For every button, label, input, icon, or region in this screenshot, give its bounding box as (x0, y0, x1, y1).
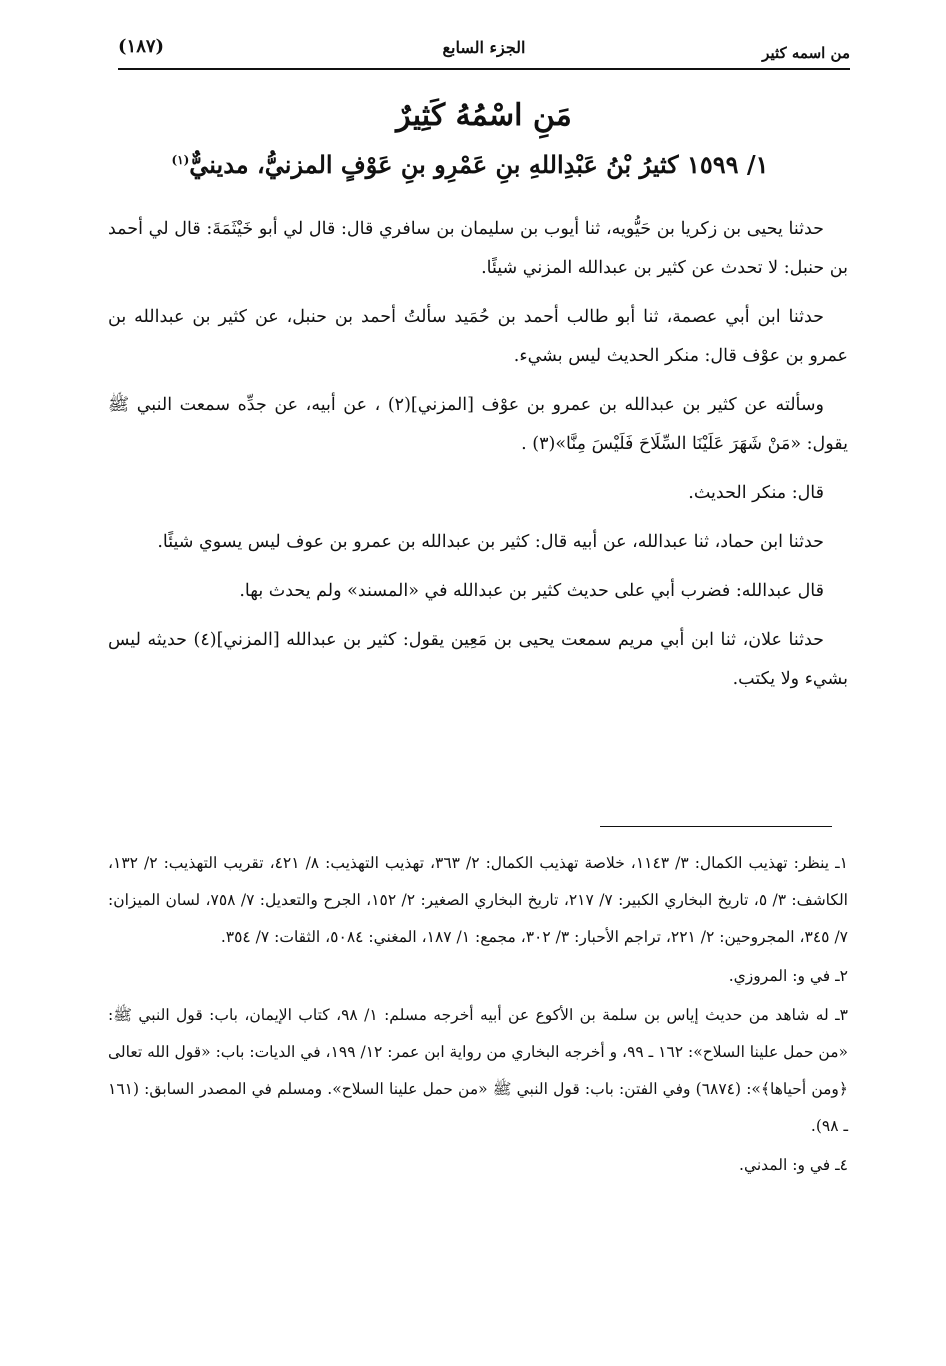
footnote-rule (600, 826, 832, 827)
footnote-ref: (١) (171, 153, 190, 167)
page-header (118, 30, 850, 70)
footnote: ٤ـ في و: المدني. (739, 1156, 848, 1174)
paragraph: وسألته عن كثير بن عبدالله بن عمرو بن عوْف [المزني](٢) ، عن أبيه، عن جدِّه سمعت النبي ﷺ يقول: «مَنْ شَهَرَ عَلَيْنَا السِّلَاحَ فَلَيْسَ مِنَّا»(٣) . (108, 395, 848, 454)
paragraph: حدثنا ابن أبي عصمة، ثنا أبو طالب أحمد بن حُمَيد سألتُ أحمد بن حنبل، عن كثير بن عبدالله بن عمرو بن عوْف قال: منكر الحديث ليس بشيء. (108, 307, 848, 366)
paragraph: حدثنا ابن حماد، ثنا عبدالله، عن أبيه قال: كثير بن عبدالله بن عمرو بن عوف ليس يسوي شيئًا. (157, 532, 824, 552)
entry-heading (90, 150, 850, 179)
chapter-title: مَنِ اسْمُهُ كَثِيرٌ (396, 98, 572, 133)
footnote: ٢ـ في و: المروزي. (728, 967, 848, 985)
part-label: الجزء السابع (442, 38, 526, 57)
paragraph: قال عبدالله: فضرب أبي على حديث كثير بن عبدالله في «المسند» ولم يحدث بها. (239, 581, 824, 601)
header-rule (118, 68, 850, 70)
footnote: ٣ـ له شاهد من حديث إياس بن سلمة بن الأكوع عن أبيه أخرجه مسلم: ١/ ٩٨، كتاب الإيمان، باب: قول النبي ﷺ: «من حمل علينا السلاح»: ١٦٢ ـ ٩٩، و أخرجه البخاري من رواية ابن عمر: ١٢/ ١٩٩، في الديات: باب: «قول الله تعالى ﴿ومن أحياها﴾»: (٦٨٧٤) وفي الفتن: باب: قول النبي ﷺ «من حمل علينا السلاح». ومسلم في المصدر السابق: (١٦١ ـ ٩٨). (108, 1006, 848, 1135)
paragraph: حدثنا علان، ثنا ابن أبي مريم سمعت يحيى بن مَعِين يقول: كثير بن عبدالله [المزني](٤) حديثه ليس بشيء ولا يكتب. (108, 630, 848, 689)
paragraph: قال: منكر الحديث. (688, 483, 824, 503)
footnote: ١ـ ينظر: تهذيب الكمال: ٣/ ١١٤٣، خلاصة تهذيب الكمال: ٢/ ٣٦٣، تهذيب التهذيب: ٨/ ٤٢١، تقريب التهذيب: ٢/ ١٣٢، الكاشف: ٣/ ٥، تاريخ البخاري الكبير: ٧/ ٢١٧، تاريخ البخاري الصغير: ٢/ ١٥٢، الجرح والتعديل: ٧/ ٧٥٨، لسان الميزان: ٧/ ٣٤٥، المجروحين: ٢/ ٢٢١، تراجم الأحبار: ٣/ ٣٠٢، مجمع: ١/ ١٨٧، المغني: ٥٠٨٤، الثقات: ٧/ ٣٥٤. (108, 854, 848, 946)
paragraph: حدثنا يحيى بن زكريا بن حَيُّويه، ثنا أيوب بن سليمان بن سافري قال: قال لي أبو خَيْثَمَةَ: قال لي أحمد بن حنبل: لا تحدث عن كثير بن عبدالله المزني شيئًا. (108, 219, 848, 278)
running-title: من اسمه كثير (762, 44, 850, 62)
footnotes (108, 845, 848, 1186)
body-text (108, 210, 848, 709)
entry-heading-text: ١/ ١٥٩٩ كثيرُ بْنُ عَبْدِاللهِ بنِ عَمْرِو بنِ عَوْفٍ المزنيُّ، مدينيٌّ (189, 150, 769, 179)
page-number: (١٨٧) (118, 36, 165, 57)
